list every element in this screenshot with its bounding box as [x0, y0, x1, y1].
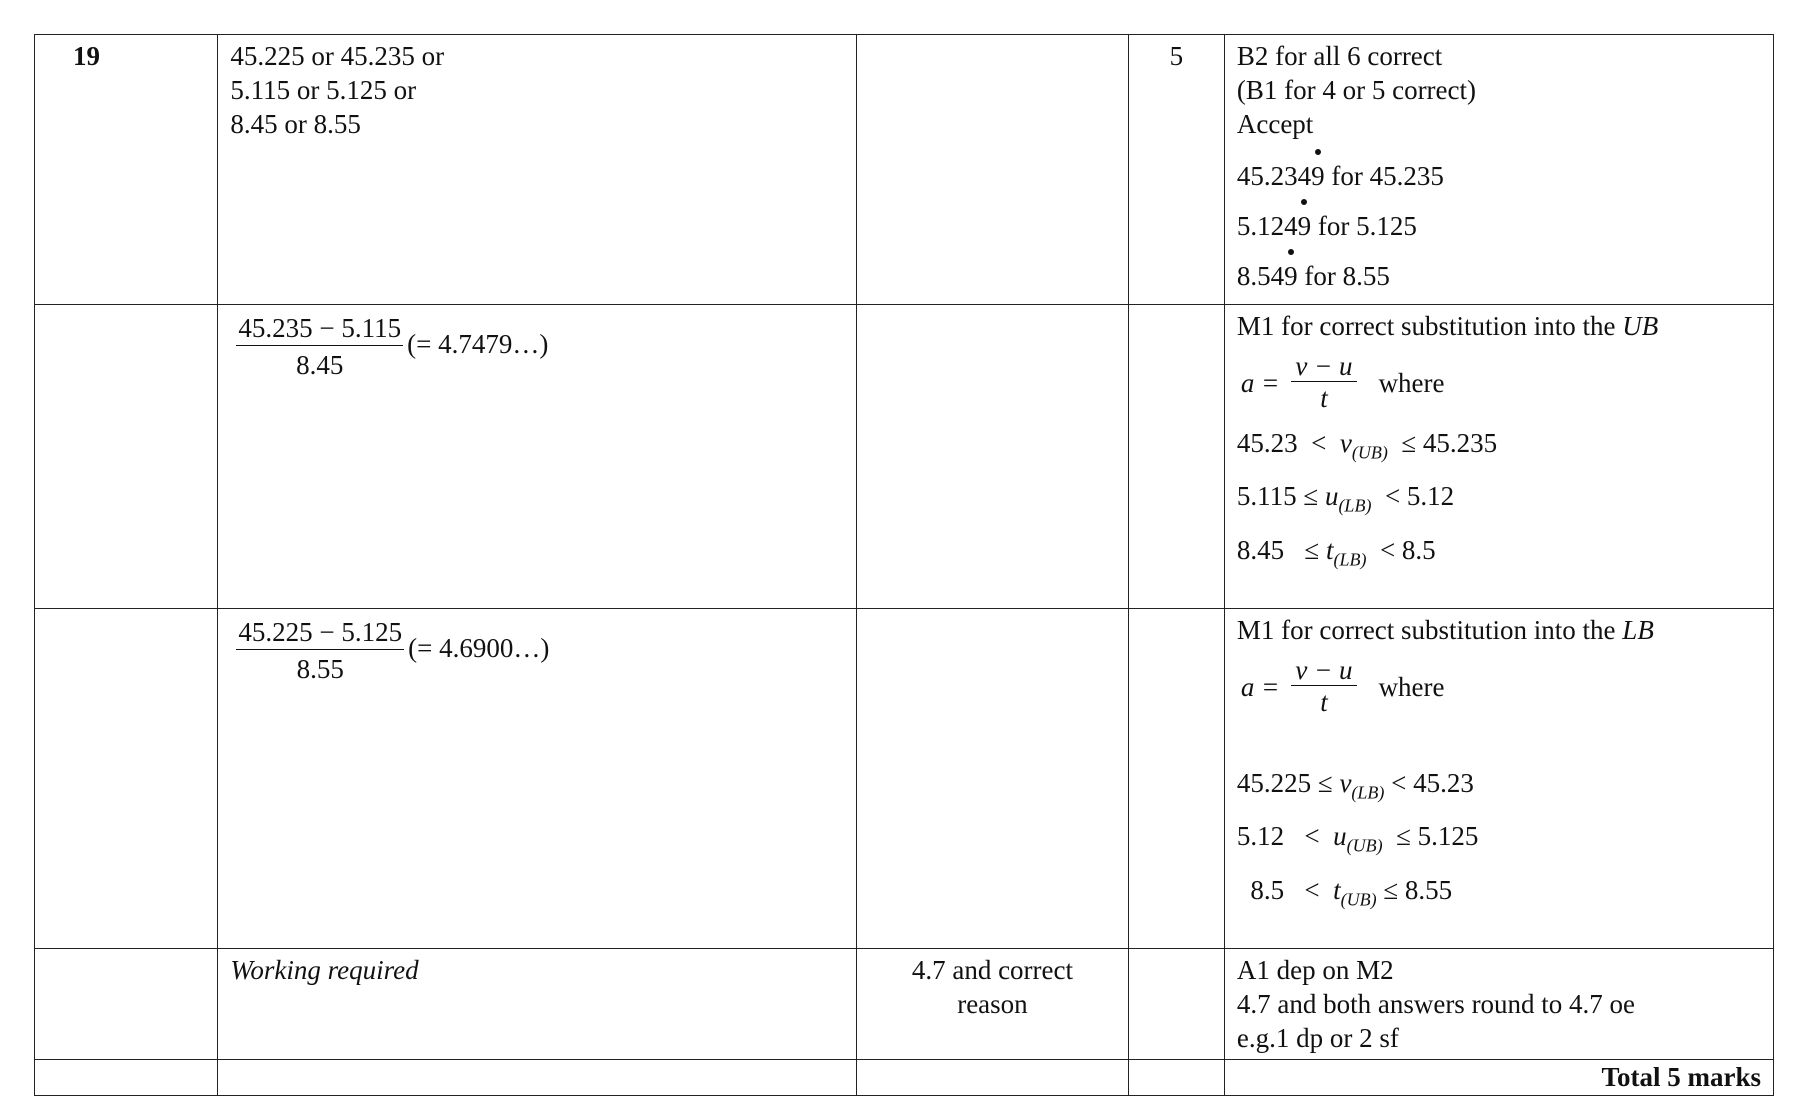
note-line: M1 for correct substitution into the LB [1236, 615, 1654, 645]
answer-cell: 4.7 and correct reason [857, 949, 1129, 1060]
recurring-dot-icon: 9 [1311, 161, 1325, 191]
answer-line: 45.225 or 45.235 or [230, 41, 445, 71]
empty-cell [218, 1060, 857, 1096]
inequality: $5.115 \le u_{(LB)} < 5.12$ [1236, 481, 1455, 516]
note-line: (B1 for 4 or 5 correct) [1236, 75, 1477, 105]
total-marks: Total 5 marks [1224, 1060, 1773, 1096]
fraction [236, 615, 404, 688]
fraction [236, 311, 403, 384]
fraction-denominator: 8.45 [296, 350, 344, 380]
accept-line: 5.1249 for 5.125 [1236, 211, 1417, 241]
note-line: M1 for correct substitution into the UB [1236, 311, 1659, 341]
empty-cell [35, 609, 218, 949]
empty-cell [857, 35, 1129, 305]
inequality: $8.5 < t_{(UB)} \le 8.55$ [1236, 874, 1453, 910]
empty-cell [1128, 305, 1224, 609]
fraction-numerator: 45.225 − 5.125 [236, 615, 404, 650]
note-line: 4.7 and both answers round to 4.7 oe [1236, 989, 1636, 1019]
note-line: B2 for all 6 correct [1236, 41, 1443, 71]
empty-cell [35, 1060, 218, 1096]
empty-cell [1128, 609, 1224, 949]
recurring-dot-icon: 9 [1284, 261, 1298, 291]
mark-cell: 5 [1128, 35, 1224, 305]
row-m1-ub [35, 305, 1774, 609]
notes-cell [1224, 305, 1773, 609]
note-line: A1 dep on M2 [1236, 955, 1394, 985]
note-line: e.g.1 dp or 2 sf [1236, 1023, 1399, 1053]
inequality: $5.12 < u_{(UB)} \le 5.125$ [1236, 821, 1479, 856]
answer-cell [218, 35, 857, 305]
accept-line: 8.549 for 8.55 [1236, 261, 1390, 291]
empty-cell [35, 305, 218, 609]
working-cell [218, 609, 857, 949]
fraction-numerator: 45.235 − 5.115 [236, 311, 403, 346]
answer-line: 5.115 or 5.125 or [230, 75, 417, 105]
working-cell [218, 305, 857, 609]
notes-cell [1224, 949, 1773, 1060]
row-total [35, 1060, 1774, 1096]
fraction-denominator: 8.55 [296, 654, 344, 684]
row-m1-lb [35, 609, 1774, 949]
question-number: 19 [35, 35, 218, 305]
fraction-result: (= 4.7479…) [407, 329, 549, 359]
inequality: $8.45 \le t_{(LB)} < 8.5$ [1236, 534, 1436, 570]
accept-line: 45.2349 for 45.235 [1236, 161, 1444, 191]
empty-cell [1128, 1060, 1224, 1096]
recurring-dot-icon: 9 [1297, 211, 1312, 241]
empty-cell [857, 305, 1129, 609]
empty-cell [35, 949, 218, 1060]
formula: a = $\frac{v - u}{t}$ where [1240, 655, 1445, 717]
notes-cell [1224, 35, 1773, 305]
row-a1 [35, 949, 1774, 1060]
working-required: Working required [218, 949, 857, 1060]
formula: a = $\frac{v - u}{t}$ where [1240, 351, 1445, 413]
empty-cell [1128, 949, 1224, 1060]
notes-cell [1224, 609, 1773, 949]
answer-line: 8.45 or 8.55 [230, 109, 361, 139]
note-line: Accept [1236, 109, 1314, 139]
empty-cell [857, 609, 1129, 949]
inequality: $45.23 < v_{(UB)} \le 45.235$ [1236, 428, 1498, 463]
row-b2 [35, 35, 1774, 305]
empty-cell [857, 1060, 1129, 1096]
inequality: $45.225 \le v_{(LB)} < 45.23$ [1236, 768, 1474, 803]
fraction-result: (= 4.6900…) [408, 633, 550, 663]
mark-scheme-table [34, 34, 1774, 1096]
